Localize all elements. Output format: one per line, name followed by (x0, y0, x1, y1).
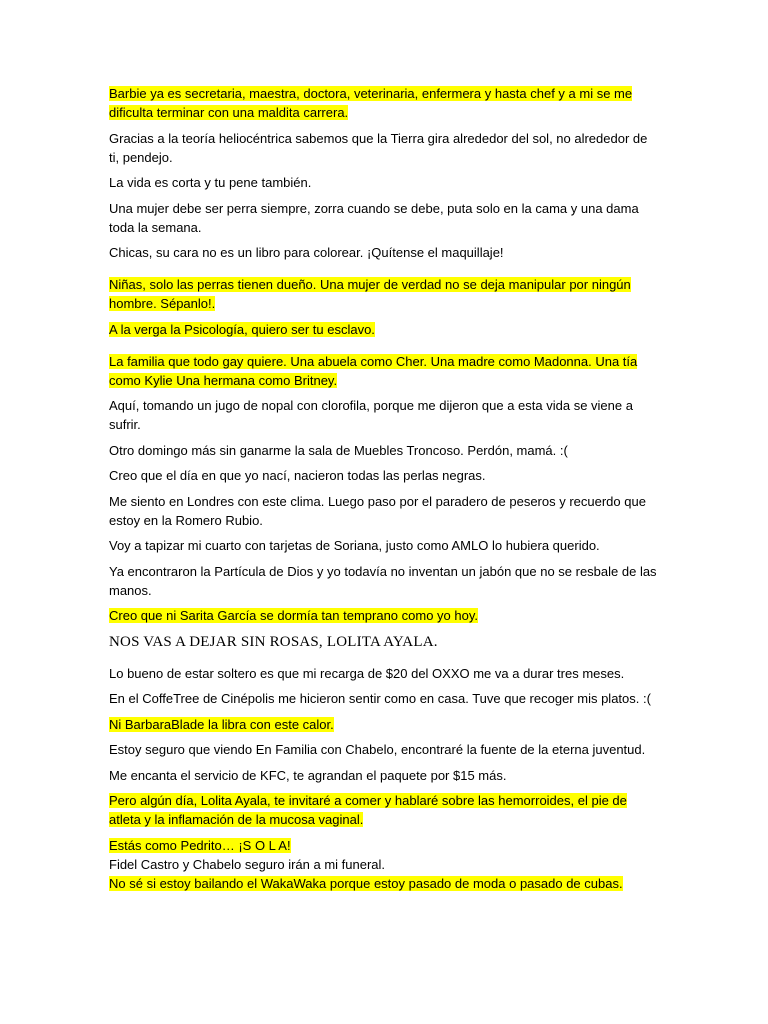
phrase-paragraph (109, 740, 661, 759)
phrase-paragraph (109, 791, 661, 829)
phrase-paragraph (109, 606, 661, 625)
highlighted-text: La familia que todo gay quiere. Una abuela como Cher. Una madre como Madonna. Una tía como Kylie Una hermana como Britney. (109, 353, 638, 388)
phrase-paragraph (109, 664, 661, 683)
phrase-paragraph (109, 173, 661, 192)
paragraph-text: Estoy seguro que viendo En Familia con Chabelo, encontraré la fuente de la eterna juventud. (109, 742, 646, 757)
highlighted-text: Creo que ni Sarita García se dormía tan temprano como yo hoy. (109, 608, 478, 623)
paragraph-text: Voy a tapizar mi cuarto con tarjetas de Soriana, justo como AMLO lo hubiera querido. (109, 538, 600, 553)
paragraph-text: La vida es corta y tu pene también. (109, 175, 312, 190)
highlighted-text: Niñas, solo las perras tienen dueño. Una mujer de verdad no se deja manipular por ningún hombre. Sépanlo!. (109, 277, 631, 311)
phrase-paragraph (109, 874, 661, 893)
phrase-paragraph (109, 562, 661, 600)
highlighted-text: No sé si estoy bailando el WakaWaka porque estoy pasado de moda o pasado de cubas. (109, 875, 623, 891)
paragraph-text: NOS VAS A DEJAR SIN ROSAS, LOLITA AYALA. (109, 633, 438, 650)
phrase-paragraph (109, 199, 661, 237)
paragraph-text: Fidel Castro y Chabelo seguro irán a mi funeral. (109, 856, 386, 872)
paragraph-text: Me siento en Londres con este clima. Luego paso por el paradero de peseros y recuerdo que estoy en la Romero Rubio. (109, 493, 646, 528)
highlighted-text: Estás como Pedrito… ¡S O L A! (109, 837, 291, 853)
phrase-paragraph (109, 689, 661, 708)
phrase-paragraph (109, 441, 661, 460)
phrase-paragraph (109, 466, 661, 485)
phrase-paragraph (109, 715, 661, 734)
phrase-paragraph (109, 320, 661, 339)
phrase-paragraph (109, 129, 661, 167)
paragraph-text: Creo que el día en que yo nací, nacieron todas las perlas negras. (109, 468, 486, 483)
phrase-paragraph (109, 836, 661, 855)
phrase-paragraph (109, 536, 661, 555)
paragraph-text: Una mujer debe ser perra siempre, zorra cuando se debe, puta solo en la cama y una dama toda la semana. (109, 200, 639, 235)
phrase-paragraph (109, 84, 661, 122)
highlighted-text: Ni BarbaraBlade la libra con este calor. (109, 716, 334, 732)
phrase-paragraph (109, 492, 661, 530)
phrase-paragraph (109, 243, 661, 262)
paragraph-text: Ya encontraron la Partícula de Dios y yo todavía no inventan un jabón que no se resbale de las manos. (109, 563, 657, 598)
paragraph-text: Aquí, tomando un jugo de nopal con clorofila, porque me dijeron que a esta vida se viene a sufrir. (109, 398, 633, 432)
phrase-paragraph (109, 352, 661, 390)
highlighted-text: Barbie ya es secretaria, maestra, doctora, veterinaria, enfermera y hasta chef y a mi se me dificulta terminar con una maldita carrera. (109, 86, 633, 120)
paragraph-text: Gracias a la teoría heliocéntrica sabemos que la Tierra gira alrededor del sol, no alrededor de ti, pendejo. (109, 130, 648, 165)
phrase-paragraph (109, 766, 661, 785)
paragraph-text: Otro domingo más sin ganarme la sala de Muebles Troncoso. Perdón, mamá. :( (109, 442, 568, 458)
phrase-paragraph (109, 396, 661, 434)
paragraph-text: En el CoffeTree de Cinépolis me hicieron sentir como en casa. Tuve que recoger mis platos. :( (109, 691, 651, 706)
paragraph-text: Lo bueno de estar soltero es que mi recarga de $20 del OXXO me va a durar tres meses. (109, 665, 625, 681)
paragraph-text: Me encanta el servicio de KFC, te agrandan el paquete por $15 más. (109, 767, 507, 783)
document-page (109, 84, 661, 893)
highlighted-text: Pero algún día, Lolita Ayala, te invitaré a comer y hablaré sobre las hemorroides, el pie de atleta y la inflamación de la mucosa vaginal. (109, 793, 627, 827)
uppercase-phrase (109, 632, 661, 652)
highlighted-text: A la verga la Psicología, quiero ser tu esclavo. (109, 321, 375, 337)
paragraph-text: Chicas, su cara no es un libro para colorear. ¡Quítense el maquillaje! (109, 245, 504, 260)
phrase-paragraph (109, 855, 661, 874)
phrase-paragraph (109, 275, 661, 313)
